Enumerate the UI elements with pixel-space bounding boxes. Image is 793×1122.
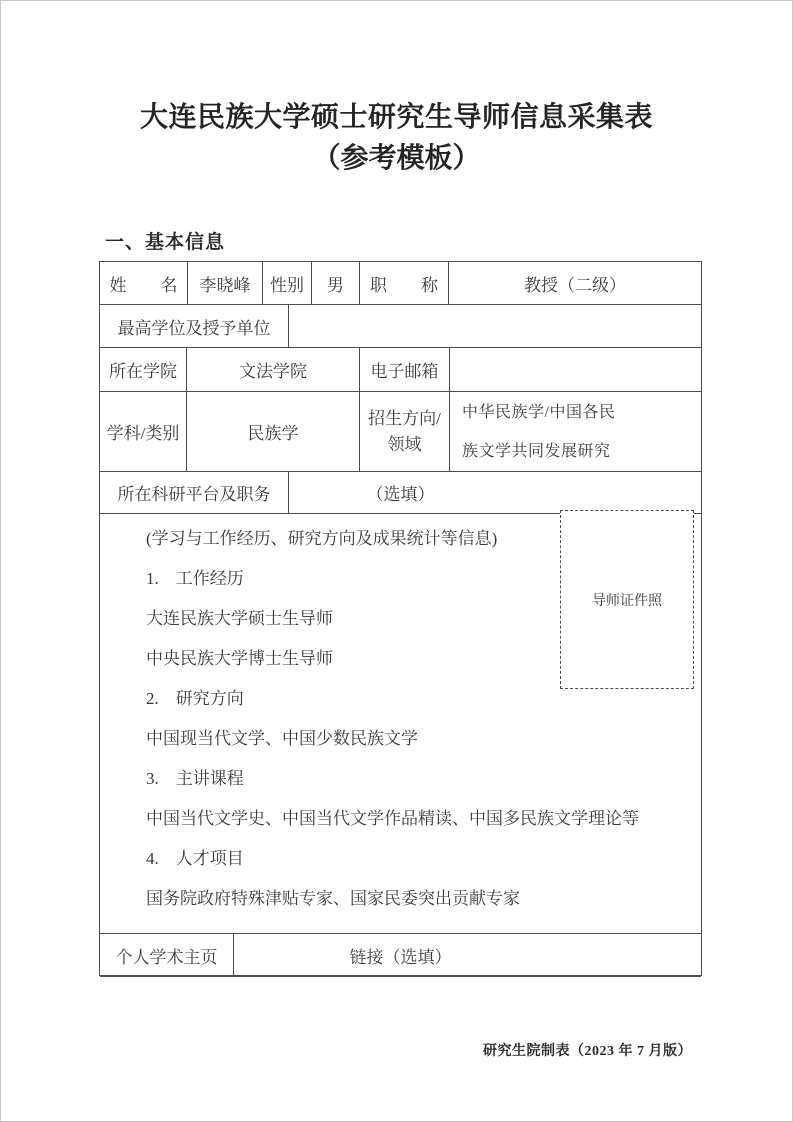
college-label-cell: 所在学院 [100,348,187,391]
profile-line: 中国当代文学史、中国当代文学作品精读、中国多民族文学理论等 [146,809,639,828]
professional-title-value-cell: 教授（二级） [524,275,626,295]
degree-label-cell: 最高学位及授予单位 [100,305,289,347]
profile-section-courses: 3. 主讲课程 [146,769,244,788]
profile-line: 国务院政府特殊津贴专家、国家民委突出贡献专家 [146,889,520,908]
photo-placeholder-label: 导师证件照 [592,591,662,608]
profile-section-research-direction: 2. 研究方向 [146,689,244,708]
table-row-degree [100,305,701,348]
discipline-value-cell: 民族学 [187,392,360,471]
gender-label-cell: 性别 [263,262,312,304]
gender-value-cell: 男 [312,262,360,304]
table-row-college-email [100,348,701,392]
supervisor-photo-placeholder [560,510,694,689]
direction-value-cell: 中华民族学/中国各民族文学共同发展研究 [462,403,616,460]
profile-section-work-experience: 1. 工作经历 [146,569,244,588]
profile-line: 中央民族大学博士生导师 [146,649,333,668]
profile-note-line: (学习与工作经历、研究方向及成果统计等信息) [146,529,498,548]
platform-value-cell: （选填） [366,485,435,504]
email-value-cell [450,348,701,391]
document-subtitle: （参考模板） [312,143,481,174]
basic-info-table [99,261,702,976]
profile-line: 大连民族大学硕士生导师 [146,609,333,628]
email-label-cell: 电子邮箱 [360,348,450,391]
homepage-label-cell: 个人学术主页 [100,934,234,976]
homepage-value-cell: 链接（选填） [349,947,452,967]
table-row-platform [100,472,701,514]
document-title: 大连民族大学硕士研究生导师信息采集表 [139,102,653,133]
college-value-cell: 文法学院 [187,348,360,391]
profile-section-talent-programs: 4. 人才项目 [146,849,244,868]
discipline-label-cell: 学科/类别 [100,392,187,471]
profile-line: 中国现当代文学、中国少数民族文学 [146,729,418,748]
direction-label-cell: 招生方向/领域 [360,392,450,471]
name-label-cell: 姓 名 [100,262,188,304]
table-row-homepage [100,934,701,977]
professional-title-label-cell: 职 称 [360,262,449,304]
footer-note: 研究生院制表（2023 年 7 月版） [483,1044,692,1059]
table-row-discipline-direction [100,392,701,472]
table-row-name-gender-title [100,262,701,305]
section-heading-basic-info: 一、基本信息 [105,232,226,253]
platform-label-cell: 所在科研平台及职务 [100,472,289,513]
degree-value-cell [289,305,701,347]
name-value-cell: 李晓峰 [188,262,263,304]
